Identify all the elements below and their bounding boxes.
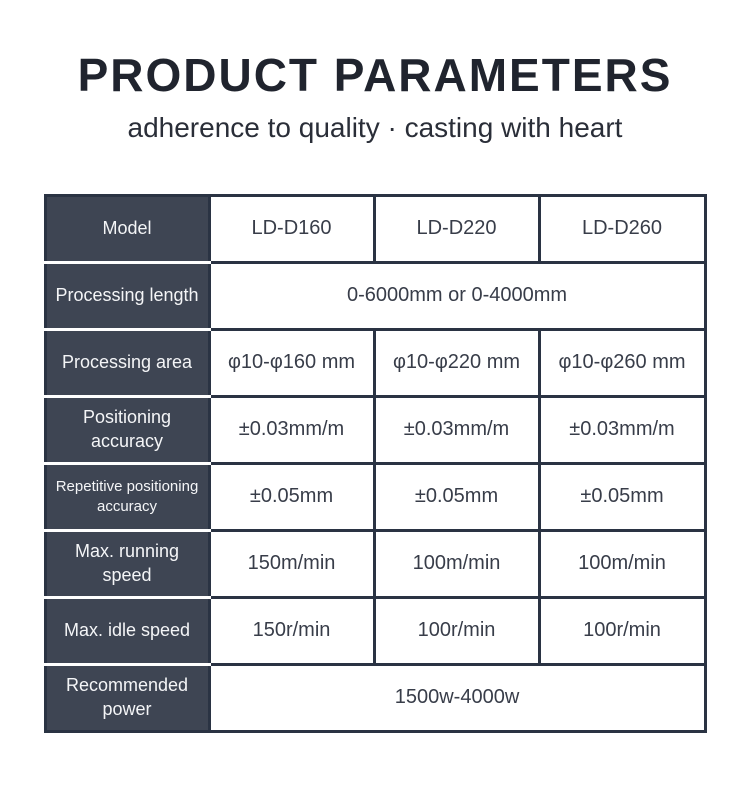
row-label-processing-area: Processing area — [45, 329, 209, 396]
cell-value: ±0.05mm — [209, 463, 374, 530]
table-row-max-idle-speed — [45, 597, 705, 664]
row-label-model: Model — [45, 195, 209, 262]
cell-value: 100m/min — [539, 530, 705, 597]
page-subtitle: adherence to quality · casting with heart — [127, 111, 623, 143]
cell-value: 150r/min — [209, 597, 374, 664]
cell-recommended-power: 1500w-4000w — [209, 664, 705, 731]
cell-value: 100r/min — [374, 597, 539, 664]
table-row-recommended-power — [45, 664, 705, 731]
row-label-max-idle-speed: Max. idle speed — [45, 597, 209, 664]
cell-value: ±0.03mm/m — [539, 396, 705, 463]
table-row-repetitive-positioning-accuracy — [45, 463, 705, 530]
cell-value: 100m/min — [374, 530, 539, 597]
cell-value: φ10-φ260 mm — [539, 329, 705, 396]
model-cell: LD-D160 — [209, 195, 374, 262]
cell-value: ±0.03mm/m — [374, 396, 539, 463]
table-row-positioning-accuracy — [45, 396, 705, 463]
cell-value: φ10-φ220 mm — [374, 329, 539, 396]
table-row-processing-area — [45, 329, 705, 396]
table-row-processing-length — [45, 262, 705, 329]
cell-value: φ10-φ160 mm — [209, 329, 374, 396]
spec-table — [44, 194, 707, 733]
model-cell: LD-D260 — [539, 195, 705, 262]
cell-value: ±0.03mm/m — [209, 396, 374, 463]
cell-value: ±0.05mm — [374, 463, 539, 530]
row-label-positioning-accuracy: Positioning accuracy — [45, 396, 209, 463]
cell-value: 100r/min — [539, 597, 705, 664]
cell-value: ±0.05mm — [539, 463, 705, 530]
row-label-max-running-speed: Max. running speed — [45, 530, 209, 597]
row-label-processing-length: Processing length — [45, 262, 209, 329]
table-row-model — [45, 195, 705, 262]
table-row-max-running-speed — [45, 530, 705, 597]
page-title: PRODUCT PARAMETERS — [77, 49, 673, 101]
row-label-recommended-power: Recommended power — [45, 664, 209, 731]
model-cell: LD-D220 — [374, 195, 539, 262]
row-label-repetitive-positioning-accuracy: Repetitive positioning accuracy — [45, 463, 209, 530]
cell-processing-length: 0-6000mm or 0-4000mm — [209, 262, 705, 329]
cell-value: 150m/min — [209, 530, 374, 597]
